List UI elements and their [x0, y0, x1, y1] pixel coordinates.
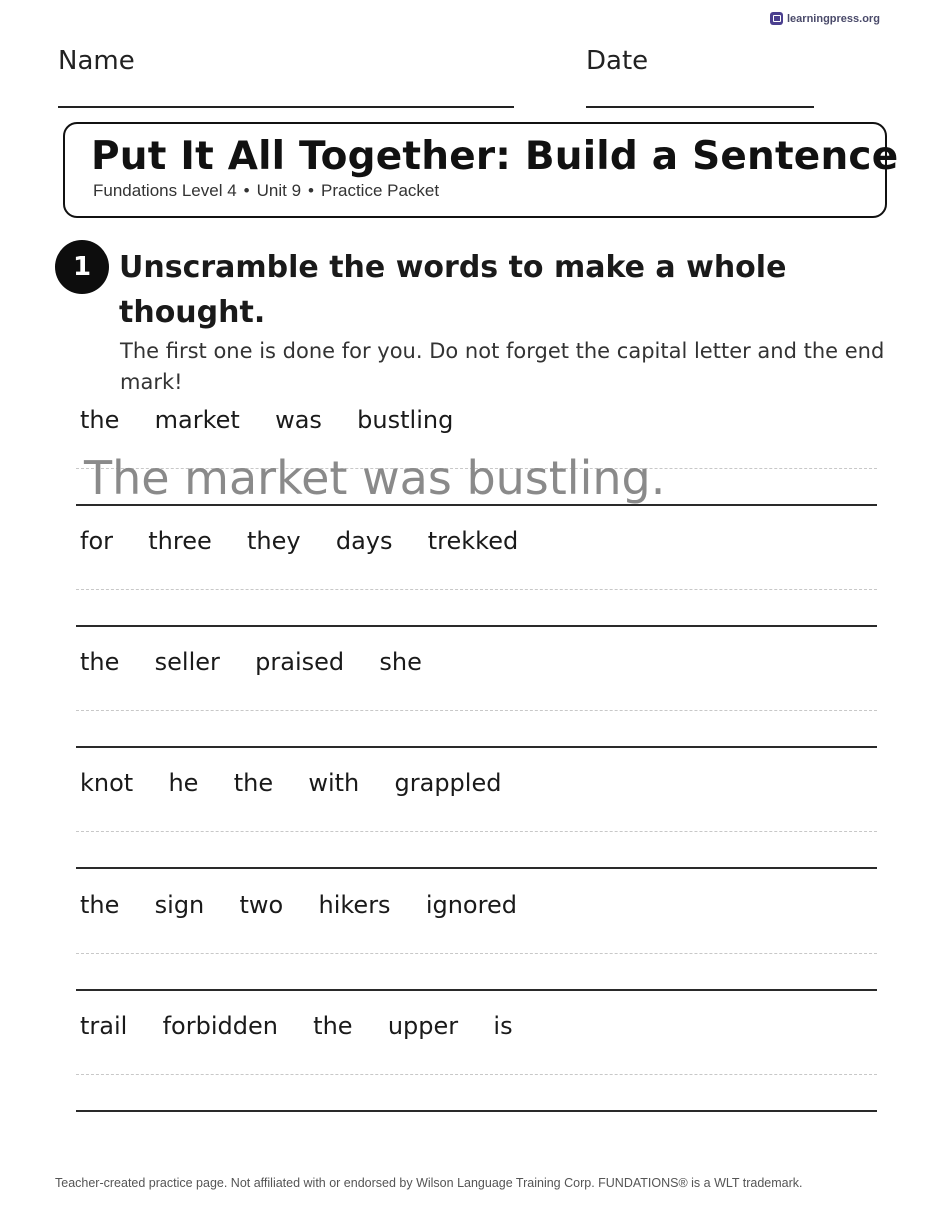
brand[interactable] — [770, 12, 880, 25]
exercise-row — [76, 400, 877, 521]
section-number-badge: 1 — [55, 240, 109, 294]
scrambled-words: trail forbidden the upper is — [80, 1012, 513, 1040]
answer-baseline — [76, 989, 877, 991]
scrambled-words: the seller praised she — [80, 648, 422, 676]
dashed-midline — [76, 589, 877, 590]
subtitle-level: Fundations Level 4 — [93, 181, 237, 200]
name-label: Name — [58, 46, 135, 76]
section-note: The first one is done for you. Do not forget the capital letter and the end mark! — [120, 339, 885, 394]
scrambled-words: for three they days trekked — [80, 527, 519, 555]
exercise-row — [76, 1006, 877, 1127]
answer-baseline — [76, 746, 877, 748]
date-label: Date — [586, 46, 649, 76]
footer-disclaimer: Teacher-created practice page. Not affiliated with or endorsed by Wilson Language Training Corp. FUNDATIONS® is a WLT trademark. — [55, 1176, 803, 1190]
answer-baseline — [76, 625, 877, 627]
subtitle-separator: • — [308, 181, 314, 200]
scrambled-words: the sign two hikers ignored — [80, 891, 517, 919]
exercise-row — [76, 521, 877, 642]
exercise-row — [76, 885, 877, 1006]
exercise-row — [76, 642, 877, 763]
page-subtitle — [93, 181, 439, 201]
dashed-midline — [76, 831, 877, 832]
subtitle-packet: Practice Packet — [320, 181, 440, 200]
scrambled-words: the market was bustling — [80, 406, 454, 434]
subtitle-separator: • — [243, 181, 250, 200]
dashed-midline — [76, 953, 877, 954]
scrambled-words: knot he the with grappled — [80, 769, 502, 797]
answer-baseline — [76, 1110, 877, 1112]
dashed-midline — [76, 710, 877, 711]
title-box — [63, 122, 899, 218]
book-icon — [770, 12, 783, 25]
name-line — [58, 106, 514, 108]
section-instruction: Unscramble the words to make a whole thought. — [119, 250, 787, 330]
date-line — [586, 106, 814, 108]
answer-baseline — [76, 867, 877, 869]
subtitle-unit: Unit 9 — [256, 181, 302, 200]
exercise-row — [76, 763, 877, 884]
dashed-midline — [76, 1074, 877, 1075]
brand-text: learningpress.org — [787, 12, 880, 25]
answer-text[interactable]: The market was bustling. — [84, 451, 666, 505]
page-title: Put It All Together: Build a Sentence — [91, 134, 899, 179]
